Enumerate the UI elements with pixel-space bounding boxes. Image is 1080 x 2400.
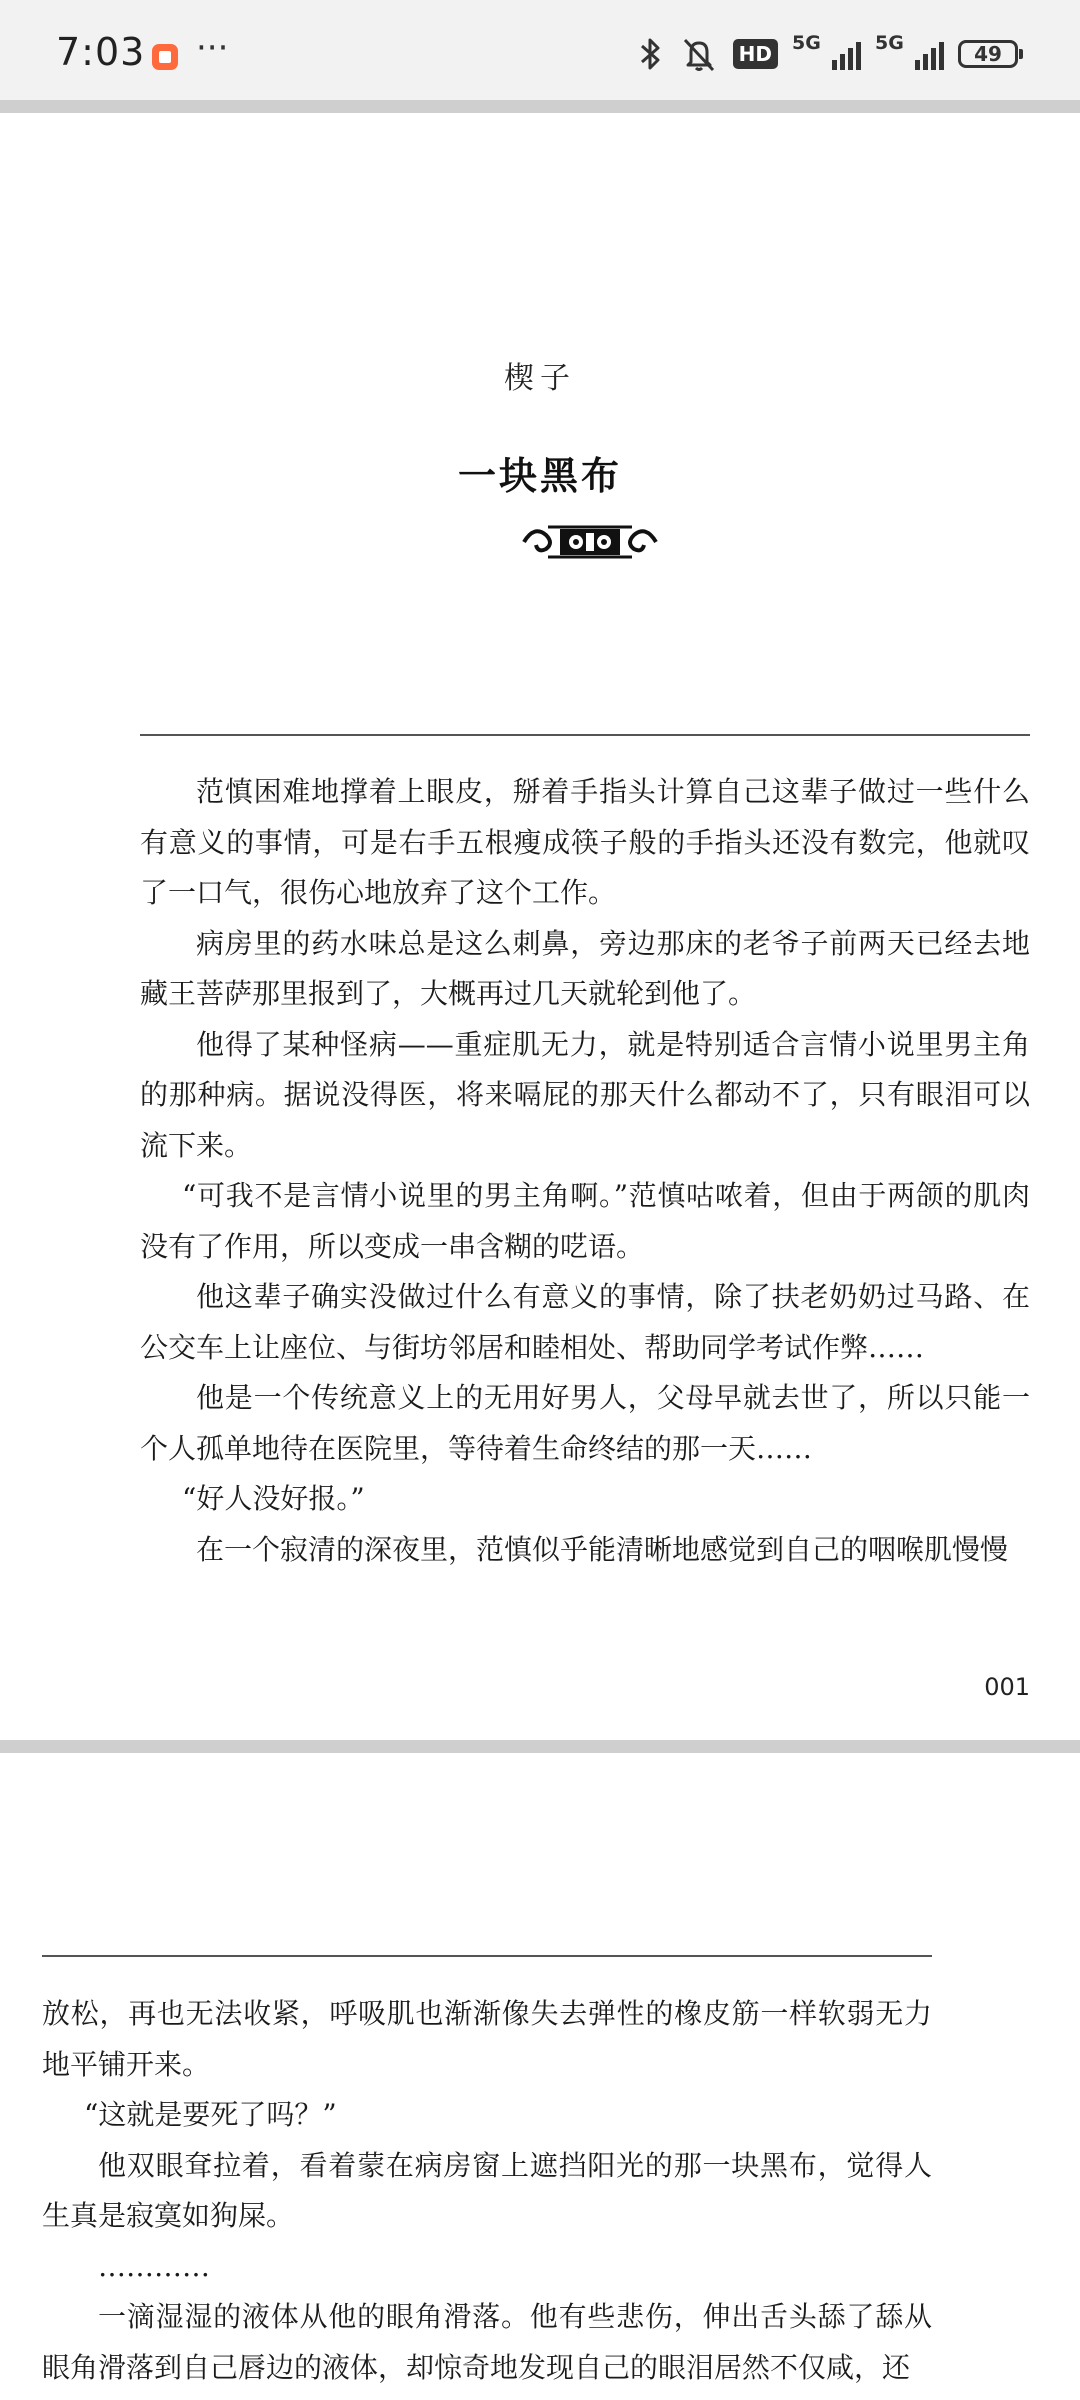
hd-call-icon: HD bbox=[733, 39, 778, 69]
status-time: 7:03 bbox=[56, 30, 146, 74]
paragraph: “好人没好报。” bbox=[182, 1482, 365, 1515]
paragraph: “可我不是言情小说里的男主角啊。”范慎咕哝着，但由于两颌的肌肉没有了作用，所以变成一串含糊的呓语。 bbox=[140, 1179, 1030, 1263]
page-separator bbox=[0, 100, 1080, 113]
status-bar bbox=[0, 0, 1080, 100]
chapter-title: 一块黑布 bbox=[457, 453, 622, 498]
status-icons bbox=[637, 34, 1018, 74]
signal-label-2: 5G bbox=[875, 32, 904, 54]
book-page-2[interactable] bbox=[0, 1753, 1080, 2400]
page2-body bbox=[42, 1989, 932, 2393]
bluetooth-icon bbox=[637, 36, 665, 72]
paragraph: 放松，再也无法收紧，呼吸肌也渐渐像失去弹性的橡皮筋一样软弱无力地平铺开来。 bbox=[42, 1997, 932, 2081]
paragraph: ………… bbox=[98, 2249, 210, 2283]
paragraph: “这就是要死了吗？” bbox=[84, 2098, 337, 2131]
more-notifications-icon: ··· bbox=[196, 28, 229, 68]
paragraph: 他这辈子确实没做过什么有意义的事情，除了扶老奶奶过马路、在公交车上让座位、与街坊邻居和睦相处、帮助同学考试作弊…… bbox=[140, 1280, 1030, 1364]
paragraph: 他双眼耷拉着，看着蒙在病房窗上遮挡阳光的那一块黑布，觉得人生真是寂寞如狗屎。 bbox=[42, 2148, 932, 2232]
book-page-1[interactable] bbox=[0, 113, 1080, 1740]
top-divider bbox=[42, 1955, 932, 1957]
page-separator bbox=[0, 1740, 1080, 1753]
paragraph: 在一个寂清的深夜里，范慎似乎能清晰地感觉到自己的咽喉肌慢慢 bbox=[196, 1532, 1009, 1566]
app-notification-icon bbox=[152, 44, 178, 70]
battery-icon: 49 bbox=[958, 40, 1018, 68]
signal-icon-2 bbox=[875, 32, 944, 70]
chapter-label: 楔子 bbox=[504, 361, 576, 396]
paragraph: 病房里的药水味总是这么刺鼻，旁边那床的老爷子前两天已经去地藏王菩萨那里报到了，大概再过几天就轮到他了。 bbox=[140, 926, 1030, 1010]
paragraph: 一滴湿湿的液体从他的眼角滑落。他有些悲伤，伸出舌头舔了舔从眼角滑落到自己唇边的液体，却惊奇地发现自己的眼泪居然不仅咸，还 bbox=[42, 2300, 932, 2384]
mute-bell-icon bbox=[679, 36, 719, 72]
signal-icon bbox=[792, 32, 861, 70]
page-number: 001 bbox=[984, 1673, 1030, 1701]
signal-label: 5G bbox=[792, 32, 821, 54]
paragraph: 他是一个传统意义上的无用好男人，父母早就去世了，所以只能一个人孤单地待在医院里，等待着生命终结的那一天…… bbox=[140, 1381, 1030, 1465]
top-divider bbox=[140, 734, 1030, 736]
paragraph: 他得了某种怪病——重症肌无力，就是特别适合言情小说里男主角的那种病。据说没得医，将来嗝屁的那天什么都动不了，只有眼泪可以流下来。 bbox=[140, 1027, 1030, 1162]
paragraph: 范慎困难地撑着上眼皮，掰着手指头计算自己这辈子做过一些什么有意义的事情，可是右手五根瘦成筷子般的手指头还没有数完，他就叹了一口气，很伤心地放弃了这个工作。 bbox=[140, 775, 1030, 909]
ornament-icon bbox=[520, 521, 660, 563]
page1-body bbox=[140, 767, 1030, 1575]
